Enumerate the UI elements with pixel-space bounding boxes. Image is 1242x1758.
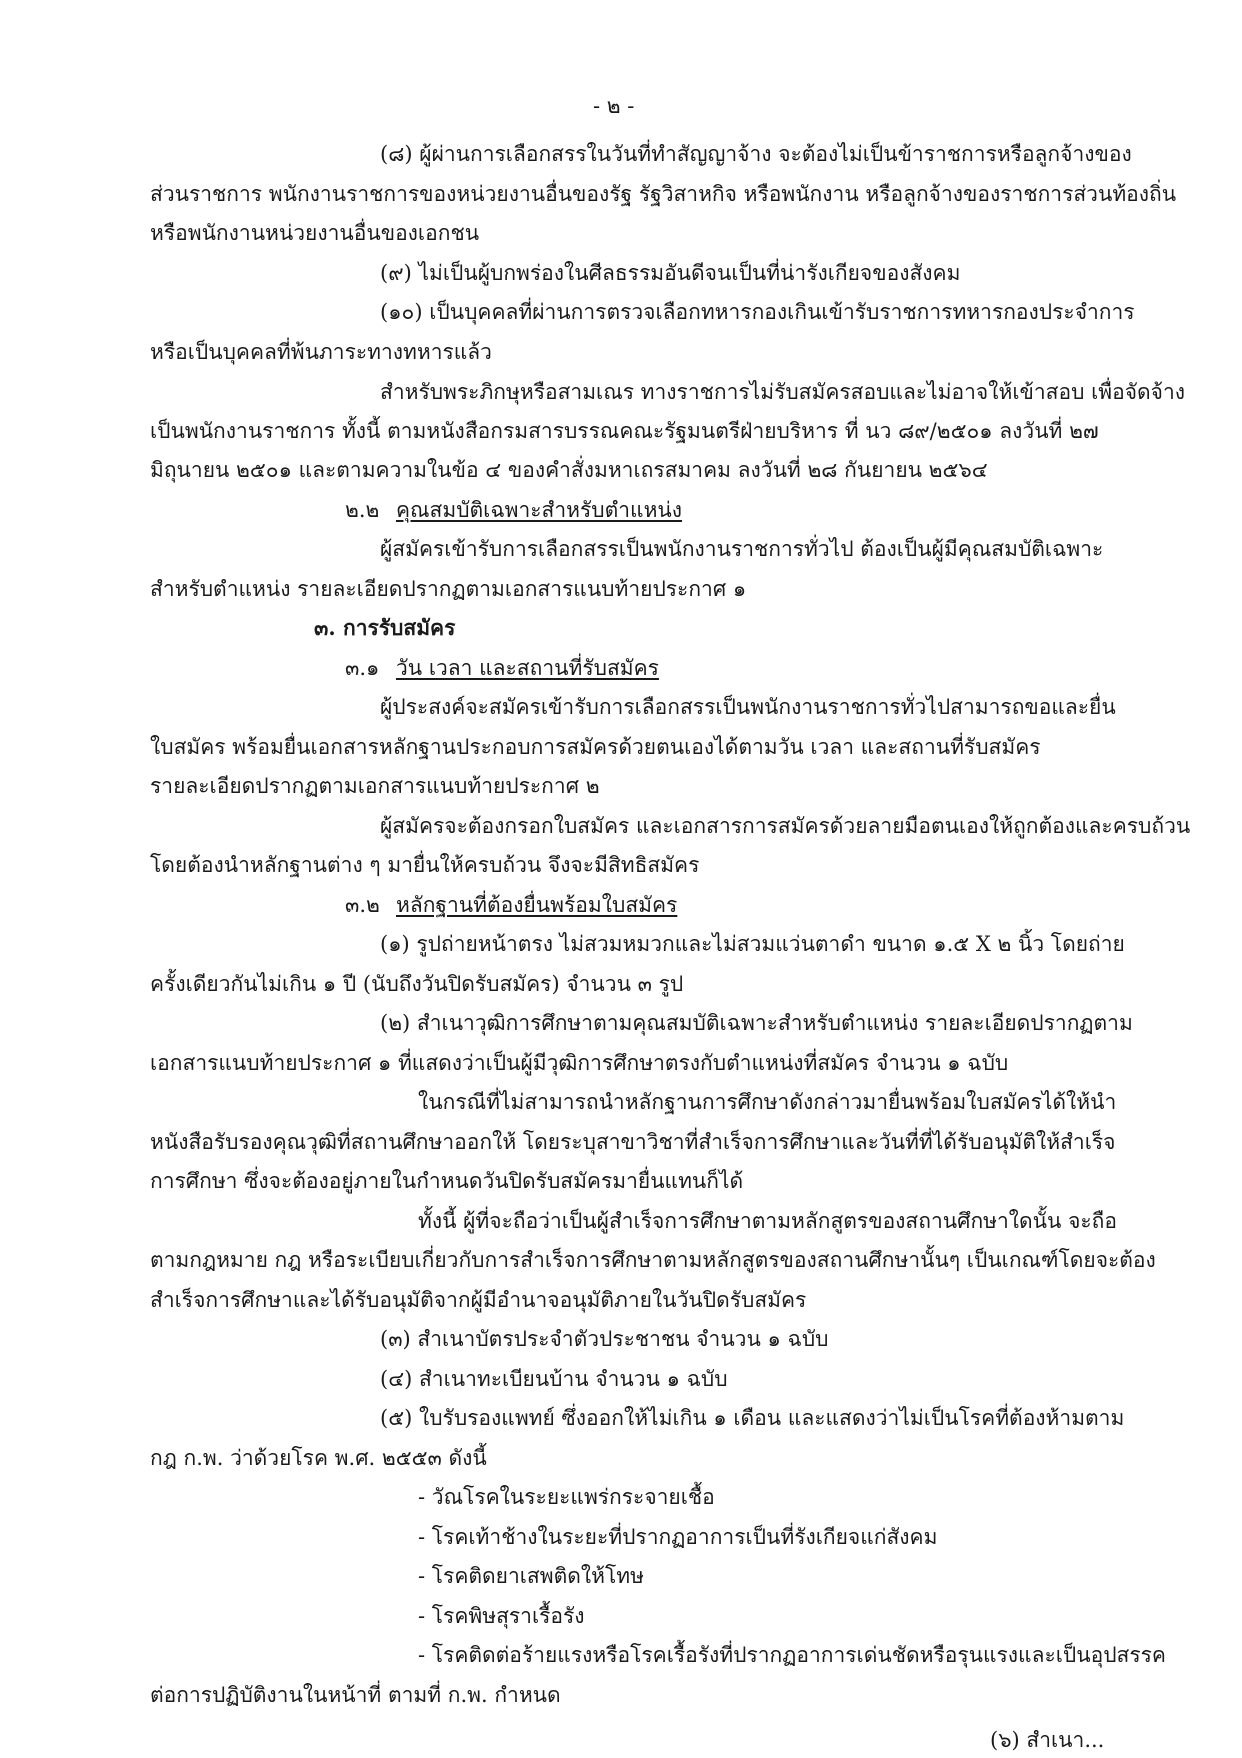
clause-9: (๙) ไม่เป็นผู้บกพร่องในศีลธรรมอันดีจนเป็นที่น่ารังเกียจของสังคม	[380, 261, 961, 285]
section-3-2-heading: หลักฐานที่ต้องยื่นพร้อมใบสมัคร	[396, 893, 678, 917]
section-2-2-heading: คุณสมบัติเฉพาะสำหรับตำแหน่ง	[396, 498, 683, 522]
disease-item-5-line-1: - โรคติดต่อร้ายแรงหรือโรคเรื้อรังที่ปรากฏอาการเด่นชัดหรือรุนแรงและเป็นอุปสรรค	[418, 1643, 1166, 1667]
doc-4: (๔) สำเนาทะเบียนบ้าน จำนวน ๑ ฉบับ	[380, 1367, 728, 1391]
continuation-note: (๖) สำเนา...	[990, 1728, 1105, 1752]
section-3-1-line-1: ผู้ประสงค์จะสมัครเข้ารับการเลือกสรรเป็นพนักงานราชการทั่วไปสามารถขอและยื่น	[380, 695, 1116, 719]
disease-item-2: - โรคเท้าช้างในระยะที่ปรากฏอาการเป็นที่รังเกียจแก่สังคม	[418, 1525, 938, 1549]
doc-2-note-line-1: ในกรณีที่ไม่สามารถนำหลักฐานการศึกษาดังกล่าวมายื่นพร้อมใบสมัครได้ให้นำ	[418, 1090, 1117, 1114]
doc-5-line-1: (๕) ใบรับรองแพทย์ ซึ่งออกให้ไม่เกิน ๑ เดือน และแสดงว่าไม่เป็นโรคที่ต้องห้ามตาม	[380, 1406, 1125, 1430]
doc-1-line-1: (๑) รูปถ่ายหน้าตรง ไม่สวมหมวกและไม่สวมแว่นตาดำ ขนาด ๑.๕ X ๒ นิ้ว โดยถ่าย	[380, 932, 1125, 956]
doc-1-line-2: ครั้งเดียวกันไม่เกิน ๑ ปี (นับถึงวันปิดรับสมัคร) จำนวน ๓ รูป	[150, 972, 684, 996]
section-3-1-line-3: รายละเอียดปรากฏตามเอกสารแนบท้ายประกาศ ๒	[150, 774, 600, 798]
section-2-2-line-2: สำหรับตำแหน่ง รายละเอียดปรากฏตามเอกสารแนบท้ายประกาศ ๑	[150, 577, 747, 601]
doc-5-line-2: กฎ ก.พ. ว่าด้วยโรค พ.ศ. ๒๕๕๓ ดังนี้	[150, 1446, 487, 1470]
doc-2-note-line-3: การศึกษา ซึ่งจะต้องอยู่ภายในกำหนดวันปิดรับสมัครมายื่นแทนก็ได้	[150, 1169, 744, 1193]
section-2-2-number: ๒.๒	[345, 498, 380, 522]
section-3-1-line-4: ผู้สมัครจะต้องกรอกใบสมัคร และเอกสารการสมัครด้วยลายมือตนเองให้ถูกต้องและครบถ้วน	[380, 814, 1191, 838]
disease-item-3: - โรคติดยาเสพติดให้โทษ	[418, 1564, 644, 1588]
clause-8-line-1: (๘) ผู้ผ่านการเลือกสรรในวันที่ทำสัญญาจ้าง จะต้องไม่เป็นข้าราชการหรือลูกจ้างของ	[380, 142, 1132, 166]
page-number: - ๒ -	[593, 94, 635, 118]
clause-8-line-2: ส่วนราชการ พนักงานราชการของหน่วยงานอื่นของรัฐ รัฐวิสาหกิจ หรือพนักงาน หรือลูกจ้างของราชการส่วนท้องถิ่น	[150, 182, 1177, 206]
graduation-note-line-1: ทั้งนี้ ผู้ที่จะถือว่าเป็นผู้สำเร็จการศึกษาตามหลักสูตรของสถานศึกษาใดนั้น จะถือ	[418, 1209, 1117, 1233]
graduation-note-line-3: สำเร็จการศึกษาและได้รับอนุมัติจากผู้มีอำนาจอนุมัติภายในวันปิดรับสมัคร	[150, 1288, 807, 1312]
section-3-1-line-2: ใบสมัคร พร้อมยื่นเอกสารหลักฐานประกอบการสมัครด้วยตนเองได้ตามวัน เวลา และสถานที่รับสมัคร	[150, 735, 1041, 759]
monk-note-line-3: มิถุนายน ๒๕๐๑ และตามความในข้อ ๔ ของคำสั่งมหาเถรสมาคม ลงวันที่ ๒๘ กันยายน ๒๕๖๔	[150, 458, 988, 482]
clause-8-line-3: หรือพนักงานหน่วยงานอื่นของเอกชน	[150, 221, 480, 245]
doc-2-line-2: เอกสารแนบท้ายประกาศ ๑ ที่แสดงว่าเป็นผู้มีวุฒิการศึกษาตรงกับตำแหน่งที่สมัคร จำนวน ๑ ฉบับ	[150, 1051, 1009, 1075]
clause-10-line-2: หรือเป็นบุคคลที่พ้นภาระทางทหารแล้ว	[150, 340, 492, 364]
section-3-heading: ๓. การรับสมัคร	[314, 615, 456, 640]
doc-3: (๓) สำเนาบัตรประจำตัวประชาชน จำนวน ๑ ฉบับ	[380, 1327, 829, 1351]
doc-2-note-line-2: หนังสือรับรองคุณวุฒิที่สถานศึกษาออกให้ โดยระบุสาขาวิชาที่สำเร็จการศึกษาและวันที่ที่ได้รับอนุมัติให้สำเร็จ	[150, 1130, 1116, 1154]
doc-2-line-1: (๒) สำเนาวุฒิการศึกษาตามคุณสมบัติเฉพาะสำหรับตำแหน่ง รายละเอียดปรากฏตาม	[380, 1011, 1133, 1035]
disease-item-5-line-2: ต่อการปฏิบัติงานในหน้าที่ ตามที่ ก.พ. กำหนด	[150, 1683, 561, 1707]
monk-note-line-2: เป็นพนักงานราชการ ทั้งนี้ ตามหนังสือกรมสารบรรณคณะรัฐมนตรีฝ่ายบริหาร ที่ นว ๘๙/๒๕๐๑ ลงวันที่ ๒๗	[150, 419, 1099, 443]
section-3-2-number: ๓.๒	[345, 893, 380, 917]
disease-item-4: - โรคพิษสุราเรื้อรัง	[418, 1604, 585, 1628]
graduation-note-line-2: ตามกฎหมาย กฎ หรือระเบียบเกี่ยวกับการสำเร็จการศึกษาตามหลักสูตรของสถานศึกษานั้นๆ เป็นเกณฑ์โดยจะต้อง	[150, 1248, 1156, 1272]
disease-item-1: - วัณโรคในระยะแพร่กระจายเชื้อ	[418, 1485, 715, 1509]
section-3-1-heading: วัน เวลา และสถานที่รับสมัคร	[396, 656, 659, 680]
clause-10-line-1: (๑๐) เป็นบุคคลที่ผ่านการตรวจเลือกทหารกองเกินเข้ารับราชการทหารกองประจำการ	[380, 300, 1135, 324]
section-3-1-number: ๓.๑	[345, 656, 380, 680]
section-2-2-line-1: ผู้สมัครเข้ารับการเลือกสรรเป็นพนักงานราชการทั่วไป ต้องเป็นผู้มีคุณสมบัติเฉพาะ	[380, 537, 1104, 561]
monk-note-line-1: สำหรับพระภิกษุหรือสามเณร ทางราชการไม่รับสมัครสอบและไม่อาจให้เข้าสอบ เพื่อจัดจ้าง	[380, 380, 1186, 404]
section-3-1-line-5: โดยต้องนำหลักฐานต่าง ๆ มายื่นให้ครบถ้วน จึงจะมีสิทธิสมัคร	[150, 853, 700, 877]
